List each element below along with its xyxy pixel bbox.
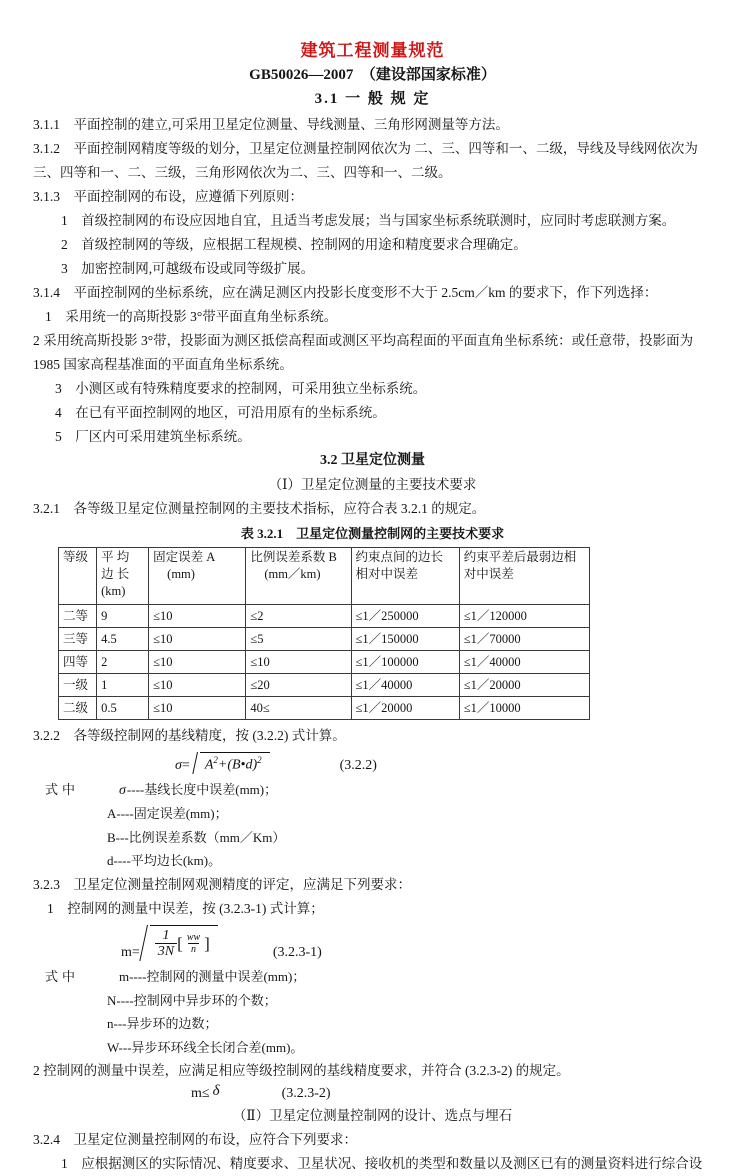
table-row: 二级 0.5 ≤10 40≤ ≤1／20000 ≤1／10000 — [59, 697, 590, 720]
formula-3-2-2 — [175, 752, 712, 774]
para-3-2-3: 3.2.3 卫星定位测量控制网观测精度的评定，应满足下列要求： — [33, 876, 411, 892]
where-label: 式中 — [45, 781, 80, 797]
table-row: 一级 1 ≤10 ≤20 ≤1／40000 ≤1／20000 — [59, 674, 590, 697]
where-def-n: n---异步环的边数； — [107, 1016, 218, 1031]
sqrt-radical — [141, 925, 218, 961]
table-row: 二等 9 ≤10 ≤2 ≤1／250000 ≤1／120000 — [59, 605, 590, 628]
radicand — [150, 925, 218, 961]
delta-symbol: δ — [212, 1083, 220, 1099]
fraction-ww-over-n: $\frac{ww}{n}$ — [186, 932, 201, 956]
formula-lhs: m= — [121, 945, 140, 960]
formula-number: (3.2.2) — [339, 757, 377, 773]
where-def-m: m----控制网的测量中误差(mm)； — [119, 969, 306, 984]
formula-number: (3.2.3-2) — [281, 1086, 331, 1101]
para-3-2-1: 3.2.1 各等级卫星定位测量控制网的主要技术指标，应符合表 3.2.1 的规定。 — [33, 501, 486, 516]
formula-3-2-3-1 — [121, 925, 712, 961]
para-3-1-3-item-3: 3 加密控制网,可越级布设或同等级扩展。 — [61, 261, 315, 276]
radicand: $A^2+(B•d)^2$ — [200, 752, 270, 774]
radical-tail — [191, 752, 200, 774]
where-label: 式中 — [45, 969, 80, 984]
para-3-2-2: 3.2.2 各等级控制网的基线精度，按 (3.2.2) 式计算。 — [33, 728, 346, 743]
para-3-1-3-item-1: 1 首级控制网的布设应因地自宜，且适当考虑发展；当与国家坐标系统联测时，应同时考虑联测方案。 — [61, 213, 676, 228]
subsection-2-heading: （Ⅱ）卫星定位测量控制网的设计、选点与埋石 — [232, 1108, 513, 1123]
formula-lhs: σ= — [175, 757, 190, 773]
section-3-2-heading: 3.2 卫星定位测量 — [320, 453, 425, 468]
para-3-1-4-item-4: 4 在已有平面控制网的地区，可沿用原有的坐标系统。 — [55, 405, 386, 420]
para-3-1-4: 3.1.4 平面控制网的坐标系统，应在满足测区内投影长度变形不大于 2.5cm／km 的要求下，作下列选择： — [33, 285, 658, 300]
where-def-B: B---比例误差系数（mm／Km） — [107, 829, 286, 845]
col-header-scale-error: 比例误差系数 B (mm／km) — [246, 548, 351, 605]
formula-lhs: m≤ — [191, 1086, 210, 1101]
table-row: 四等 2 ≤10 ≤10 ≤1／100000 ≤1／40000 — [59, 651, 590, 674]
col-header-avg-side: 平 均 边 长 (km) — [97, 548, 149, 605]
bracket-open: [ — [177, 933, 183, 953]
para-3-1-4-item-1: 1 采用统一的高斯投影 3°带平面直角坐标系统。 — [45, 309, 338, 324]
para-3-1-2: 3.1.2 平面控制网精度等级的划分，卫星定位测量控制网依次为 二、三、四等和一、二级，导线及导线网依次为三、四等和一、二、三级，三角形网依次为二、三、四等和一、二级。 — [33, 141, 698, 180]
col-header-fixed-error: 固定误差 A (mm) — [149, 548, 246, 605]
table-caption: 表 3.2.1 卫星定位测量控制网的主要技术要求 — [240, 526, 505, 541]
para-3-1-4-item-5: 5 厂区内可采用建筑坐标系统。 — [55, 429, 251, 444]
para-3-1-1: 3.1.1 平面控制的建立,可采用卫星定位测量、导线测量、三角形网测量等方法。 — [33, 117, 509, 132]
para-3-2-3-item-2: 2 控制网的测量中误差，应满足相应等级控制网的基线精度要求，并符合 (3.2.3-2) 的规定。 — [33, 1063, 570, 1078]
table-header-row — [59, 548, 590, 605]
subsection-1-heading: （Ⅰ）卫星定位测量的主要技术要求 — [268, 477, 477, 492]
radical-tail — [141, 925, 150, 961]
spec-table-3-2-1 — [58, 547, 590, 720]
para-3-2-4: 3.2.4 卫星定位测量控制网的布设，应符合下列要求： — [33, 1132, 357, 1147]
para-3-2-3-item-1: 1 控制网的测量中误差，按 (3.2.3-1) 式计算； — [47, 900, 324, 916]
col-header-constraint-side: 约束点间的边长相对中误差 — [351, 548, 459, 605]
para-3-2-4-item-1: 1 应根据测区的实际情况、精度要求、卫星状况、接收机的类型和数量以及测区已有的测量资料进行综合设 — [61, 1156, 703, 1171]
bracket-close: ] — [204, 933, 210, 953]
where-def-N: N----控制网中异步环的个数； — [107, 992, 277, 1008]
fraction-1-over-3N: $\frac{1}{3N}$ — [155, 928, 177, 960]
where-block-1 — [33, 778, 712, 803]
table-row: 三等 4.5 ≤10 ≤5 ≤1／150000 ≤1／70000 — [59, 628, 590, 651]
where-def-sigma: σ----基线长度中误差(mm)； — [119, 781, 278, 798]
section-3-1-heading: 3.1 一 般 规 定 — [314, 91, 431, 107]
para-3-1-4-item-3: 3 小测区或有特殊精度要求的控制网，可采用独立坐标系统。 — [55, 381, 427, 396]
page-title: 建筑工程测量规范 — [300, 41, 445, 60]
where-def-A: A----固定误差(mm)； — [107, 806, 228, 822]
para-3-1-4-item-2: 2 采用统高斯投影 3°带，投影面为测区抵偿高程面或测区平均高程面的平面直角坐标系统：或任意带，投影面为 1985 国家高程基准面的平面直角坐标系统。 — [33, 333, 694, 372]
where-block-2 — [33, 965, 712, 989]
col-header-weakest-side: 约束平差后最弱边相对中误差 — [459, 548, 589, 605]
para-3-1-3-item-2: 2 首级控制网的等级，应根据工程规模、控制网的用途和精度要求合理确定。 — [61, 237, 527, 252]
sqrt-radical — [191, 752, 270, 774]
formula-number: (3.2.3-1) — [272, 945, 322, 960]
col-header-grade: 等级 — [59, 548, 97, 605]
doc-code: GB50026—2007 （建设部国家标准） — [249, 67, 496, 83]
where-def-W: W---异步环环线全长闭合差(mm)。 — [107, 1039, 304, 1055]
where-def-d: d----平均边长(km)。 — [107, 853, 222, 869]
formula-3-2-3-2 — [191, 1085, 712, 1102]
para-3-1-3: 3.1.3 平面控制网的布设，应遵循下列原则： — [33, 189, 303, 204]
